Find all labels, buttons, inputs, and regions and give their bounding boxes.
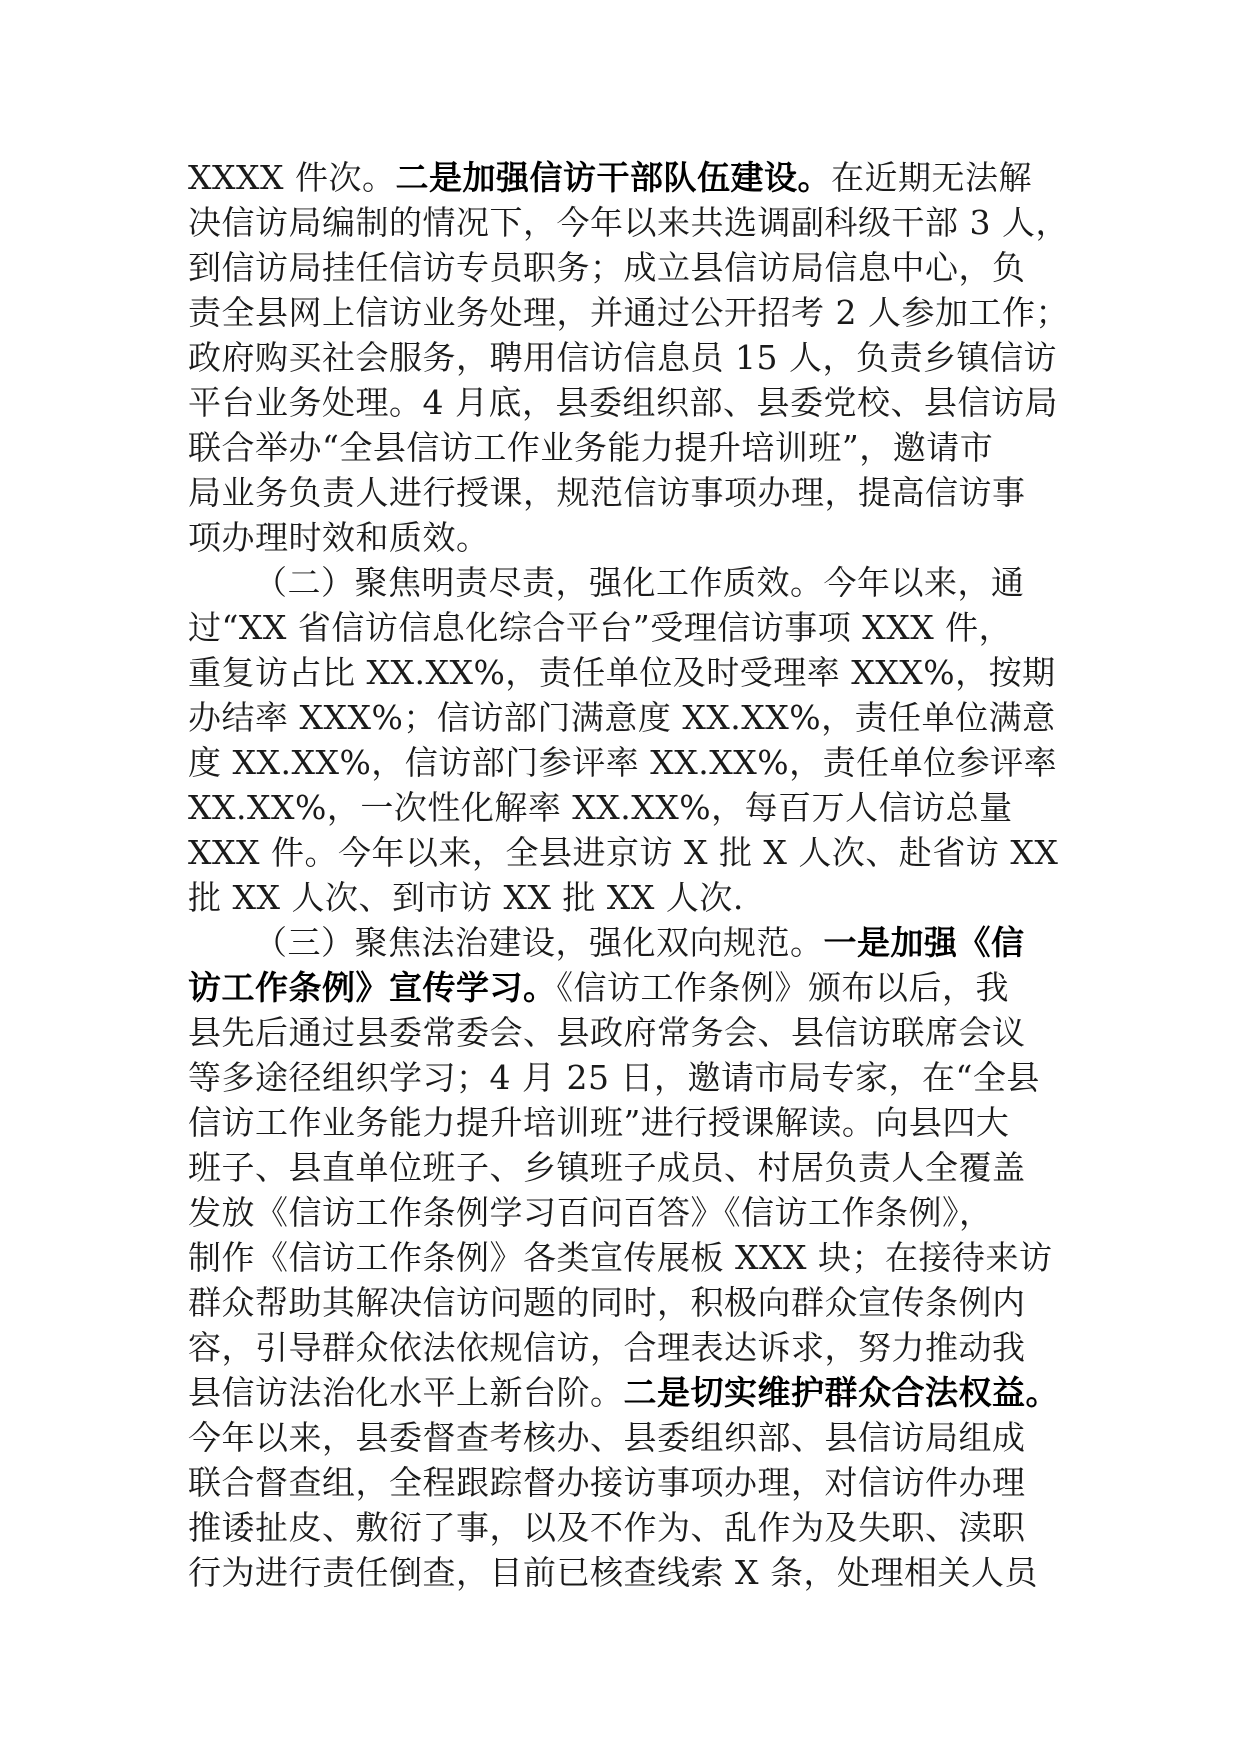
body-text-segment: 班子、县直单位班子、乡镇班子成员、村居负责人全覆盖 xyxy=(188,1148,1026,1187)
text-line xyxy=(188,1010,1058,1055)
body-text-segment: 县先后通过县委常委会、县政府常务会、县信访联席会议 xyxy=(188,1013,1026,1052)
text-line xyxy=(188,1235,1058,1280)
text-line xyxy=(188,380,1058,425)
body-text-segment: 今年以来，县委督查考核办、县委组织部、县信访局组成 xyxy=(188,1418,1026,1457)
body-text-segment: 过“XX 省信访信息化综合平台”受理信访事项 XXX 件， xyxy=(188,608,1013,647)
body-text-segment: XXX 件。今年以来，全县进京访 X 批 X 人次、赴省访 XX xyxy=(188,833,1059,872)
bold-heading-text: 访工作条例》宣传学习。 xyxy=(188,968,557,1007)
text-line xyxy=(188,1460,1058,1505)
body-text-segment: XX.XX%，一次性化解率 XX.XX%，每百万人信访总量 xyxy=(188,788,1013,827)
text-line xyxy=(188,290,1069,335)
text-line xyxy=(188,155,1058,200)
text-line xyxy=(188,830,1058,875)
body-text-segment: XXXX 件次。 xyxy=(188,158,396,197)
body-text-segment: 等多途径组织学习；4 月 25 日，邀请市局专家，在“全县 xyxy=(188,1058,1040,1097)
text-line xyxy=(188,1325,1058,1370)
bold-heading-text: 二是加强信访干部队伍建设。 xyxy=(395,158,831,197)
text-line xyxy=(188,560,1058,605)
body-text-segment: 平台业务处理。4 月底，县委组织部、县委党校、县信访局 xyxy=(188,383,1058,422)
body-text-segment: 度 XX.XX%，信访部门参评率 XX.XX%，责任单位参评率 xyxy=(188,743,1058,782)
body-text-segment: 行为进行责任倒查，目前已核查线索 X 条，处理相关人员 xyxy=(188,1553,1038,1592)
body-text-segment: （二）聚焦明责尽责，强化工作质效。今年以来，通 xyxy=(254,563,1025,602)
text-line xyxy=(188,785,1058,830)
text-line xyxy=(188,470,1058,515)
body-text-segment: 局业务负责人进行授课，规范信访事项办理，提高信访事 xyxy=(188,473,1026,512)
text-line xyxy=(188,1415,1058,1460)
body-text-segment: （三）聚焦法治建设，强化双向规范。 xyxy=(254,923,824,962)
text-line xyxy=(188,605,1058,650)
body-text-segment: 联合督查组，全程跟踪督办接访事项办理，对信访件办理 xyxy=(188,1463,1026,1502)
text-line xyxy=(188,1280,1058,1325)
text-line xyxy=(188,425,1058,470)
body-text-segment: 县信访法治化水平上新台阶。 xyxy=(188,1373,624,1412)
body-text-segment: 联合举办“全县信访工作业务能力提升培训班”，邀请市 xyxy=(188,428,994,467)
text-line xyxy=(188,1550,1058,1595)
bold-heading-text: 二是切实维护群众合法权益。 xyxy=(623,1373,1059,1412)
text-line xyxy=(188,1145,1058,1190)
body-text-segment: 在近期无法解 xyxy=(830,158,1032,197)
body-text-segment: 决信访局编制的情况下，今年以来共选调副科级干部 3 人， xyxy=(188,203,1069,242)
text-line xyxy=(188,515,1058,560)
body-text-segment: 信访工作业务能力提升培训班”进行授课解读。向县四大 xyxy=(188,1103,1010,1142)
bold-heading-text: 一是加强《信 xyxy=(823,923,1025,962)
body-text xyxy=(188,155,1069,1595)
text-line xyxy=(188,650,1058,695)
body-text-segment: 批 XX 人次、到市访 XX 批 XX 人次. xyxy=(188,878,744,917)
body-text-segment: 责全县网上信访业务处理，并通过公开招考 2 人参加工作； xyxy=(188,293,1069,332)
body-text-segment: 群众帮助其解决信访问题的同时，积极向群众宣传条例内 xyxy=(188,1283,1026,1322)
text-line xyxy=(188,245,1058,290)
text-line xyxy=(188,740,1058,785)
body-text-segment: 办结率 XXX%；信访部门满意度 XX.XX%，责任单位满意 xyxy=(188,698,1056,737)
text-line xyxy=(188,875,1058,920)
text-line xyxy=(188,335,1058,380)
text-line xyxy=(188,1055,1058,1100)
text-line xyxy=(188,965,1058,1010)
text-line xyxy=(188,1190,1058,1235)
body-text-segment: 容，引导群众依法依规信访，合理表达诉求，努力推动我 xyxy=(188,1328,1026,1367)
body-text-segment: 项办理时效和质效。 xyxy=(188,518,490,557)
body-text-segment: 政府购买社会服务，聘用信访信息员 15 人，负责乡镇信访 xyxy=(188,338,1057,377)
text-line xyxy=(188,920,1058,965)
body-text-segment: 制作《信访工作条例》各类宣传展板 XXX 块；在接待来访 xyxy=(188,1238,1053,1277)
body-text-segment: 到信访局挂任信访专员职务；成立县信访局信息中心，负 xyxy=(188,248,1026,287)
text-line xyxy=(188,1505,1058,1550)
text-line xyxy=(188,200,1069,245)
body-text-segment: 《信访工作条例》颁布以后，我 xyxy=(556,968,1009,1007)
text-line xyxy=(188,1370,1058,1415)
body-text-segment: 推诿扯皮、敷衍了事，以及不作为、乱作为及失职、渎职 xyxy=(188,1508,1026,1547)
text-line xyxy=(188,695,1058,740)
text-line xyxy=(188,1100,1058,1145)
body-text-segment: 发放《信访工作条例学习百问百答》《信访工作条例》， xyxy=(188,1193,993,1232)
body-text-segment: 重复访占比 XX.XX%，责任单位及时受理率 XXX%，按期 xyxy=(188,653,1056,692)
